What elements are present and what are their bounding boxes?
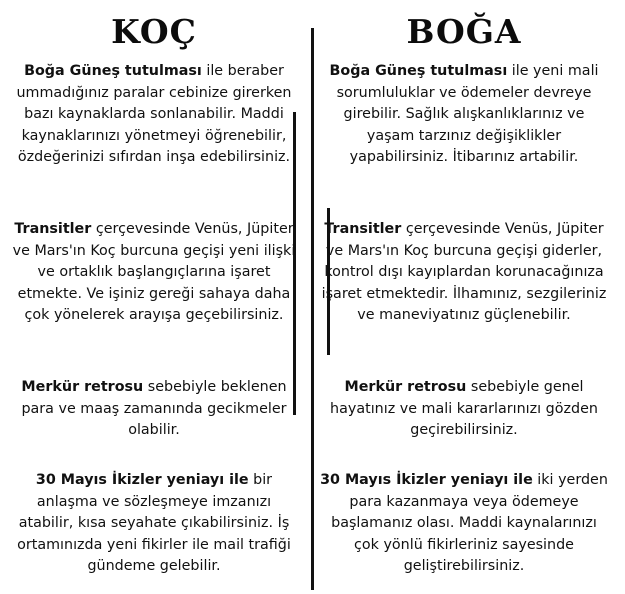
boga-newmoon-heading: 30 Mayıs İkizler yeniayı ile: [320, 472, 533, 488]
koc-mercury-text: sebebiyle beklenen para ve maaş zamanında gecikmeler olabilir.: [21, 379, 287, 438]
boga-column: [314, 0, 614, 574]
boga-eclipse-heading: Boğa Güneş tutulması: [329, 63, 508, 79]
koc-paragraph-transits: [4, 219, 304, 327]
koc-newmoon-text: bir anlaşma ve sözleşmeye imzanızı atabilir, kısa seyahate çıkabilirsiniz. İş ortamınızda yeni fikirler ile mail trafiği gündeme gelebilir.: [17, 472, 291, 574]
boga-paragraph-mercury: [314, 377, 614, 442]
boga-mercury-heading: Merkür retrosu: [344, 379, 467, 395]
koc-paragraph-mercury: [4, 377, 304, 442]
boga-mercury-text: sebebiyle genel hayatınız ve mali kararlarınızı gözden geçirebilirsiniz.: [330, 379, 598, 438]
boga-eclipse-text: ile yeni mali sorumluluklar ve ödemeler devreye girebilir. Sağlık alışkanlıklarınız ve yaşam tarzınız değişiklikler yapabilirsiniz. İtibarınız artabilir.: [336, 63, 599, 165]
koc-mercury-heading: Merkür retrosu: [21, 379, 144, 395]
koc-paragraph-eclipse: [4, 61, 304, 169]
boga-newmoon-text: iki yerden para kazanmaya veya ödemeye başlamanız olası. Maddi kaynalarınızı çok yönlü fikirleriniz sayesinde geliştirebilirsiniz.: [331, 472, 608, 574]
boga-transits-heading: Transitler: [324, 221, 402, 237]
koc-column: [4, 0, 304, 574]
koc-title: KOÇ: [111, 12, 197, 51]
koc-eclipse-text: ile beraber ummadığınız paralar cebinize girerken bazı kaynaklarda sonlanabilir. Maddi kaynaklarınızı yönetmeyi öğrenebilir, özdeğerinizi sıfırdan inşa edebilirsiniz.: [16, 63, 292, 165]
koc-transits-text: çerçevesinde Venüs, Jüpiter ve Mars'ın Koç burcuna geçişi yeni ilişki ve ortaklık başlangıçlarına işaret etmekte. Ve işiniz gereği sahaya daha çok yönelerek arayışa geçebilirsiniz.: [12, 221, 296, 323]
boga-paragraph-transits: [314, 219, 614, 327]
koc-eclipse-heading: Boğa Güneş tutulması: [24, 63, 202, 79]
boga-title: BOĞA: [406, 12, 522, 51]
koc-transits-heading: Transitler: [14, 221, 92, 237]
koc-newmoon-heading: 30 Mayıs İkizler yeniayı ile: [35, 472, 249, 488]
boga-paragraph-eclipse: [314, 61, 614, 169]
boga-paragraph-newmoon: [314, 470, 614, 578]
boga-transits-text: çerçevesinde Venüs, Jüpiter ve Mars'ın Koç burcuna geçişi giderler, kontrol dışı kayıplardan korunacağınıza işaret etmektedir. İlhamınız, sezgileriniz ve maneviyatınız güçlenebilir.: [321, 221, 607, 323]
koc-paragraph-newmoon: [4, 470, 304, 578]
